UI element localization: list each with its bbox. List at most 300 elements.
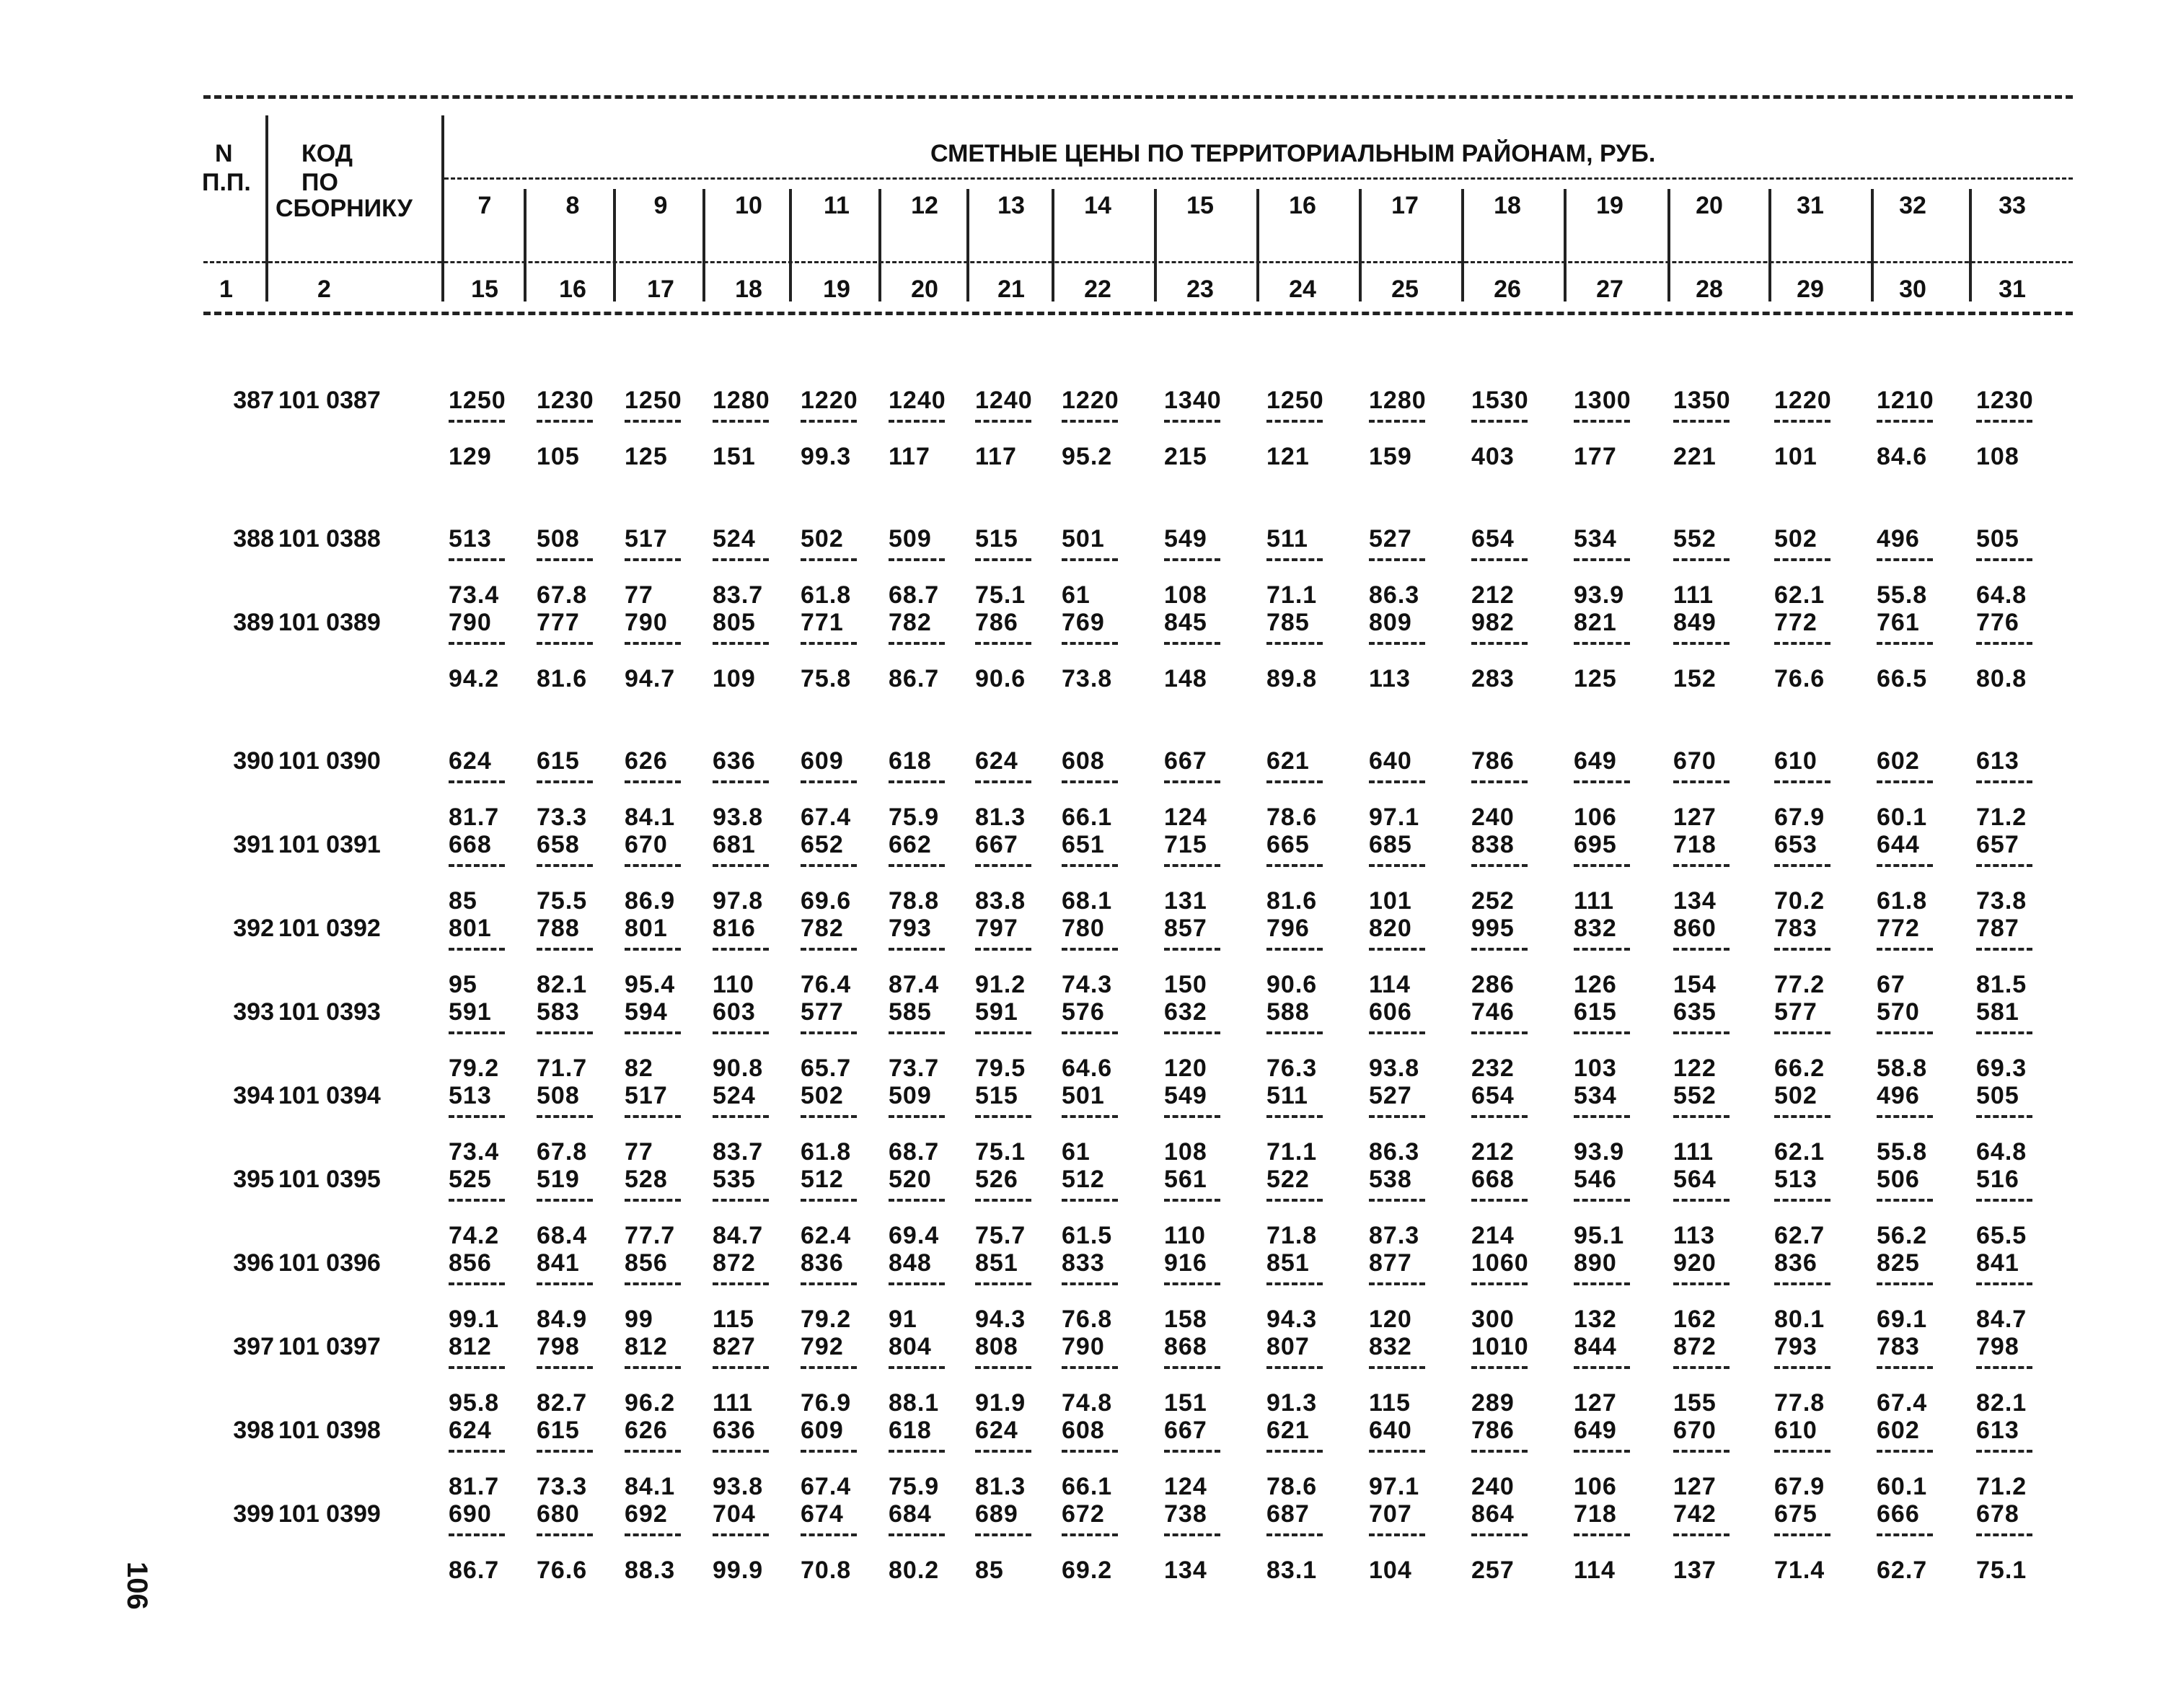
fraction-line	[1774, 780, 1830, 783]
price-subvalue: 64.6	[1062, 1055, 1113, 1082]
price-value: 512	[801, 1166, 844, 1193]
price-value: 524	[713, 525, 756, 553]
fraction-line	[449, 1199, 505, 1202]
price-subvalue: 134	[1164, 1557, 1207, 1584]
fraction-line	[1774, 1450, 1830, 1453]
column-divider	[878, 189, 881, 301]
price-value: 792	[801, 1333, 844, 1360]
price-value: 786	[1471, 1417, 1515, 1444]
price-value: 851	[975, 1249, 1018, 1277]
fraction-line	[1471, 1031, 1528, 1034]
price-subvalue: 73.3	[537, 1473, 588, 1500]
column-divider	[1052, 189, 1054, 301]
price-value: 515	[975, 1082, 1018, 1109]
fraction-line	[1877, 1366, 1933, 1369]
header-divider	[265, 115, 268, 301]
price-value: 801	[625, 915, 668, 942]
price-subvalue: 80.1	[1774, 1306, 1825, 1333]
price-value: 685	[1369, 831, 1412, 858]
price-subvalue: 117	[889, 443, 930, 470]
fraction-line	[1266, 420, 1323, 423]
fraction-line	[713, 948, 769, 951]
price-value: 805	[713, 609, 756, 636]
price-subvalue: 75.8	[801, 665, 852, 692]
price-subvalue: 79.2	[449, 1055, 500, 1082]
price-value: 610	[1774, 1417, 1818, 1444]
header-divider	[441, 115, 444, 301]
fraction-line	[801, 780, 857, 783]
fraction-line	[1266, 1199, 1323, 1202]
price-value: 520	[889, 1166, 932, 1193]
fraction-line	[1471, 1199, 1528, 1202]
price-subvalue: 221	[1673, 443, 1717, 470]
price-value: 860	[1673, 915, 1717, 942]
price-value: 845	[1164, 609, 1207, 636]
fraction-line	[713, 1282, 769, 1285]
price-value: 790	[625, 609, 668, 636]
price-value: 772	[1774, 609, 1818, 636]
price-subvalue: 97.8	[713, 887, 764, 915]
fraction-line	[1062, 1199, 1118, 1202]
fraction-line	[1673, 1199, 1730, 1202]
fraction-line	[1774, 558, 1830, 561]
price-value: 608	[1062, 747, 1105, 775]
price-value: 594	[625, 998, 668, 1026]
price-value: 798	[1976, 1333, 2019, 1360]
row-code: 101 0388	[278, 525, 381, 553]
price-subvalue: 91.2	[975, 971, 1026, 998]
price-value: 836	[1774, 1249, 1818, 1277]
price-value: 636	[713, 1417, 756, 1444]
price-value: 591	[449, 998, 492, 1026]
fraction-line	[1164, 1115, 1220, 1118]
price-subvalue: 300	[1471, 1306, 1515, 1333]
fraction-line	[1574, 1282, 1630, 1285]
price-value: 1240	[975, 387, 1033, 414]
price-subvalue: 75.5	[537, 887, 588, 915]
row-code: 101 0399	[278, 1500, 381, 1528]
code-label-po: ПО	[301, 169, 338, 196]
fraction-line	[975, 420, 1031, 423]
fraction-line	[1062, 420, 1118, 423]
fraction-line	[713, 642, 769, 645]
price-subvalue: 64.8	[1976, 1138, 2027, 1166]
price-subvalue: 129	[449, 443, 492, 470]
fraction-line	[1471, 1282, 1528, 1285]
row-number: 397	[233, 1333, 274, 1360]
price-subvalue: 120	[1369, 1306, 1412, 1333]
fraction-line	[1877, 558, 1933, 561]
fraction-line	[625, 1115, 681, 1118]
price-subvalue: 108	[1164, 1138, 1207, 1166]
price-subvalue: 71.2	[1976, 1473, 2027, 1500]
price-value: 570	[1877, 998, 1920, 1026]
price-value: 509	[889, 1082, 932, 1109]
price-value: 621	[1266, 1417, 1310, 1444]
price-value: 872	[713, 1249, 756, 1277]
price-value: 851	[1266, 1249, 1310, 1277]
fraction-line	[713, 1450, 769, 1453]
price-value: 1280	[1369, 387, 1427, 414]
fraction-line	[1164, 558, 1220, 561]
price-subvalue: 87.4	[889, 971, 940, 998]
price-value: 804	[889, 1333, 932, 1360]
fraction-line	[1164, 864, 1220, 867]
price-value: 649	[1574, 747, 1617, 775]
column-number: 15	[471, 276, 498, 303]
price-subvalue: 79.5	[975, 1055, 1026, 1082]
column-divider	[1768, 189, 1771, 301]
fraction-line	[1574, 948, 1630, 951]
fraction-line	[1471, 558, 1528, 561]
fraction-line	[1774, 420, 1830, 423]
price-subvalue: 125	[625, 443, 668, 470]
fraction-line	[1369, 864, 1425, 867]
fraction-line	[625, 558, 681, 561]
price-subvalue: 97.1	[1369, 1473, 1420, 1500]
fraction-line	[1673, 1115, 1730, 1118]
price-value: 1300	[1574, 387, 1631, 414]
price-value: 771	[801, 609, 844, 636]
price-subvalue: 77.8	[1774, 1389, 1825, 1417]
price-value: 513	[449, 1082, 492, 1109]
price-subvalue: 148	[1164, 665, 1207, 692]
price-subvalue: 125	[1574, 665, 1617, 692]
price-subvalue: 61.8	[801, 581, 852, 609]
fraction-line	[713, 1115, 769, 1118]
fraction-line	[1369, 1282, 1425, 1285]
price-value: 812	[625, 1333, 668, 1360]
price-subvalue: 252	[1471, 887, 1515, 915]
price-subvalue: 93.9	[1574, 1138, 1625, 1166]
price-value: 640	[1369, 1417, 1412, 1444]
fraction-line	[801, 1199, 857, 1202]
price-subvalue: 76.6	[1774, 665, 1825, 692]
price-value: 1060	[1471, 1249, 1529, 1277]
fraction-line	[1266, 1533, 1323, 1536]
price-subvalue: 64.8	[1976, 581, 2027, 609]
price-subvalue: 81.6	[1266, 887, 1318, 915]
row-code: 101 0391	[278, 831, 381, 858]
price-subvalue: 240	[1471, 804, 1515, 831]
price-value: 783	[1877, 1333, 1920, 1360]
fraction-line	[1976, 1366, 2032, 1369]
fraction-line	[1574, 1031, 1630, 1034]
price-value: 527	[1369, 1082, 1412, 1109]
fraction-line	[889, 1031, 945, 1034]
price-value: 1220	[801, 387, 858, 414]
column-number: 20	[911, 276, 938, 303]
fraction-line	[1673, 420, 1730, 423]
fraction-line	[1877, 642, 1933, 645]
price-value: 512	[1062, 1166, 1105, 1193]
price-value: 588	[1266, 998, 1310, 1026]
price-subvalue: 90.8	[713, 1055, 764, 1082]
column-number: 29	[1797, 276, 1824, 303]
fraction-line	[1774, 1031, 1830, 1034]
row-number: 399	[233, 1500, 274, 1528]
fraction-line	[1877, 780, 1933, 783]
fraction-line	[625, 642, 681, 645]
price-value: 692	[625, 1500, 668, 1528]
price-subvalue: 215	[1164, 443, 1207, 470]
price-value: 534	[1574, 1082, 1617, 1109]
fraction-line	[1976, 1533, 2032, 1536]
price-value: 1220	[1062, 387, 1119, 414]
price-value: 670	[1673, 747, 1717, 775]
price-subvalue: 124	[1164, 1473, 1207, 1500]
price-value: 890	[1574, 1249, 1617, 1277]
price-value: 606	[1369, 998, 1412, 1026]
region-header: 31	[1797, 192, 1824, 219]
price-value: 868	[1164, 1333, 1207, 1360]
price-value: 787	[1976, 915, 2019, 942]
fraction-line	[801, 864, 857, 867]
region-header: 8	[565, 192, 580, 219]
fraction-line	[713, 1366, 769, 1369]
price-value: 707	[1369, 1500, 1412, 1528]
fraction-line	[1471, 1115, 1528, 1118]
region-header: 19	[1596, 192, 1623, 219]
price-subvalue: 91	[889, 1306, 917, 1333]
fraction-line	[889, 948, 945, 951]
price-value: 654	[1471, 525, 1515, 553]
fraction-line	[1266, 948, 1323, 951]
fraction-line	[1574, 1450, 1630, 1453]
fraction-line	[1369, 420, 1425, 423]
price-value: 618	[889, 747, 932, 775]
fraction-line	[1976, 420, 2032, 423]
price-value: 769	[1062, 609, 1105, 636]
fraction-line	[1673, 780, 1730, 783]
price-value: 538	[1369, 1166, 1412, 1193]
fraction-line	[889, 780, 945, 783]
price-value: 920	[1673, 1249, 1717, 1277]
price-subvalue: 158	[1164, 1306, 1207, 1333]
fraction-line	[889, 558, 945, 561]
price-subvalue: 79.2	[801, 1306, 852, 1333]
fraction-line	[537, 1366, 593, 1369]
fraction-line	[625, 780, 681, 783]
fraction-line	[1062, 864, 1118, 867]
region-header: 33	[1999, 192, 2026, 219]
price-value: 577	[1774, 998, 1818, 1026]
price-subvalue: 109	[713, 665, 756, 692]
price-value: 535	[713, 1166, 756, 1193]
price-subvalue: 99.3	[801, 443, 852, 470]
column-number: 1	[219, 276, 233, 303]
fraction-line	[889, 420, 945, 423]
price-subvalue: 81.7	[449, 1473, 500, 1500]
fraction-line	[1574, 420, 1630, 423]
fraction-line	[1471, 420, 1528, 423]
row-number: 388	[233, 525, 274, 553]
price-value: 552	[1673, 525, 1717, 553]
price-value: 519	[537, 1166, 580, 1193]
price-subvalue: 94.2	[449, 665, 500, 692]
fraction-line	[1369, 1115, 1425, 1118]
fraction-line	[1164, 1366, 1220, 1369]
price-value: 610	[1774, 747, 1818, 775]
price-subvalue: 84.9	[537, 1306, 588, 1333]
price-value: 615	[537, 1417, 580, 1444]
price-value: 511	[1266, 1082, 1308, 1109]
fraction-line	[1877, 1031, 1933, 1034]
fraction-line	[1062, 1031, 1118, 1034]
price-subvalue: 69.2	[1062, 1557, 1113, 1584]
price-value: 636	[713, 747, 756, 775]
price-subvalue: 151	[713, 443, 756, 470]
price-value: 624	[975, 1417, 1018, 1444]
price-value: 832	[1369, 1333, 1412, 1360]
fraction-line	[1369, 1199, 1425, 1202]
fraction-line	[1774, 1199, 1830, 1202]
price-subvalue: 115	[713, 1306, 754, 1333]
price-subvalue: 67	[1877, 971, 1905, 998]
fraction-line	[1369, 558, 1425, 561]
price-subvalue: 212	[1471, 581, 1515, 609]
fraction-line	[1266, 1450, 1323, 1453]
price-value: 653	[1774, 831, 1818, 858]
price-subvalue: 101	[1774, 443, 1818, 470]
price-value: 613	[1976, 747, 2019, 775]
price-value: 517	[625, 1082, 668, 1109]
column-number: 28	[1696, 276, 1723, 303]
price-value: 591	[975, 998, 1018, 1026]
fraction-line	[1062, 642, 1118, 645]
fraction-line	[1976, 864, 2032, 867]
price-subvalue: 96.2	[625, 1389, 676, 1417]
fraction-line	[537, 1450, 593, 1453]
row-number: 393	[233, 998, 274, 1026]
price-value: 793	[1774, 1333, 1818, 1360]
price-value: 501	[1062, 525, 1105, 553]
fraction-line	[537, 1115, 593, 1118]
fraction-line	[1369, 642, 1425, 645]
price-subvalue: 257	[1471, 1557, 1515, 1584]
price-value: 657	[1976, 831, 2019, 858]
price-subvalue: 108	[1976, 443, 2019, 470]
price-subvalue: 74.8	[1062, 1389, 1113, 1417]
price-subvalue: 68.1	[1062, 887, 1113, 915]
fraction-line	[1266, 642, 1323, 645]
price-value: 517	[625, 525, 668, 553]
region-header: 10	[735, 192, 762, 219]
fraction-line	[1976, 780, 2032, 783]
price-value: 624	[449, 747, 492, 775]
price-value: 1340	[1164, 387, 1222, 414]
column-divider	[789, 189, 792, 301]
price-value: 681	[713, 831, 756, 858]
price-value: 524	[713, 1082, 756, 1109]
price-subvalue: 81.3	[975, 1473, 1026, 1500]
price-value: 761	[1877, 609, 1920, 636]
price-value: 1530	[1471, 387, 1529, 414]
price-subvalue: 83.8	[975, 887, 1026, 915]
fraction-line	[1673, 1450, 1730, 1453]
fraction-line	[449, 1115, 505, 1118]
price-subvalue: 108	[1164, 581, 1207, 609]
price-subvalue: 67.8	[537, 581, 588, 609]
fraction-line	[1164, 1533, 1220, 1536]
price-subvalue: 124	[1164, 804, 1207, 831]
price-subvalue: 71.8	[1266, 1222, 1318, 1249]
price-value: 746	[1471, 998, 1515, 1026]
price-subvalue: 134	[1673, 887, 1717, 915]
fraction-line	[1266, 780, 1323, 783]
price-subvalue: 75.9	[889, 1473, 940, 1500]
price-value: 618	[889, 1417, 932, 1444]
price-value: 652	[801, 831, 844, 858]
column-number: 31	[1999, 276, 2026, 303]
price-value: 654	[1471, 1082, 1515, 1109]
price-subvalue: 77.7	[625, 1222, 676, 1249]
price-subvalue: 283	[1471, 665, 1515, 692]
price-value: 1230	[537, 387, 594, 414]
price-value: 675	[1774, 1500, 1818, 1528]
price-subvalue: 76.4	[801, 971, 852, 998]
price-value: 501	[1062, 1082, 1105, 1109]
price-value: 807	[1266, 1333, 1310, 1360]
fraction-line	[1774, 1533, 1830, 1536]
fraction-line	[1877, 1533, 1933, 1536]
price-subvalue: 69.6	[801, 887, 852, 915]
price-value: 838	[1471, 831, 1515, 858]
price-value: 1250	[1266, 387, 1324, 414]
fraction-line	[537, 420, 593, 423]
fraction-line	[449, 1366, 505, 1369]
price-subvalue: 83.7	[713, 1138, 764, 1166]
price-value: 836	[801, 1249, 844, 1277]
price-value: 615	[1574, 998, 1617, 1026]
price-value: 502	[801, 525, 844, 553]
price-value: 684	[889, 1500, 932, 1528]
price-value: 658	[537, 831, 580, 858]
fraction-line	[1062, 1282, 1118, 1285]
column-divider	[702, 189, 705, 301]
fraction-line	[1976, 1115, 2032, 1118]
region-header: 17	[1391, 192, 1419, 219]
price-value: 798	[537, 1333, 580, 1360]
column-divider	[613, 189, 616, 301]
price-subvalue: 85	[975, 1557, 1004, 1584]
price-value: 668	[449, 831, 492, 858]
header-dash	[444, 177, 2073, 180]
fraction-line	[1574, 1115, 1630, 1118]
price-value: 864	[1471, 1500, 1515, 1528]
price-value: 786	[1471, 747, 1515, 775]
price-subvalue: 73.4	[449, 1138, 500, 1166]
fraction-line	[1976, 1450, 2032, 1453]
price-value: 667	[1164, 747, 1207, 775]
region-header: 20	[1696, 192, 1723, 219]
fraction-line	[713, 1533, 769, 1536]
price-value: 577	[801, 998, 844, 1026]
price-value: 825	[1877, 1249, 1920, 1277]
fraction-line	[713, 420, 769, 423]
column-divider	[966, 189, 969, 301]
column-divider	[1969, 189, 1972, 301]
price-subvalue: 61.8	[801, 1138, 852, 1166]
fraction-line	[449, 558, 505, 561]
price-subvalue: 99	[625, 1306, 653, 1333]
price-value: 526	[975, 1166, 1018, 1193]
price-value: 856	[625, 1249, 668, 1277]
row-code: 101 0395	[278, 1166, 381, 1193]
price-subvalue: 60.1	[1877, 1473, 1928, 1500]
column-divider	[1667, 189, 1670, 301]
price-value: 632	[1164, 998, 1207, 1026]
